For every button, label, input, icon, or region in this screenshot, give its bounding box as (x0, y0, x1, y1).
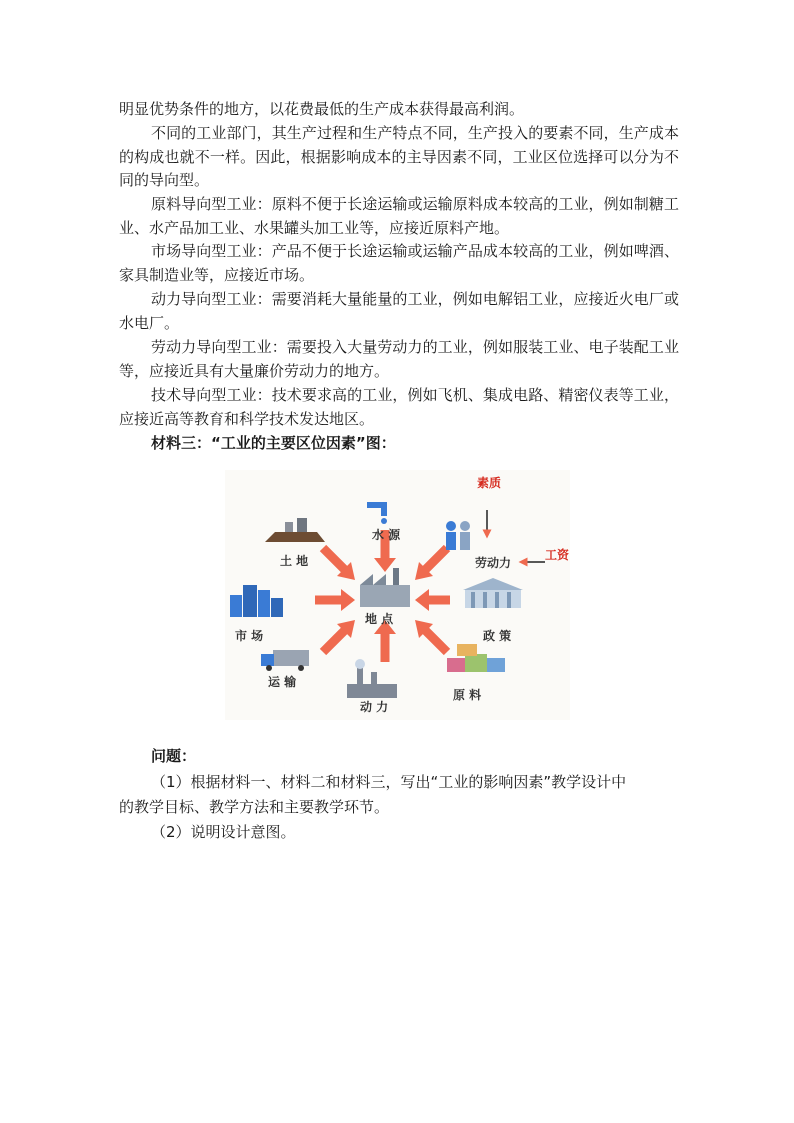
land-icon (265, 518, 325, 542)
paragraph-market-oriented: 市场导向型工业：产品不便于长途运输或运输产品成本较高的工业，例如啤酒、家具制造业等，应接近市场。 (119, 242, 679, 284)
paragraph-power-oriented: 动力导向型工业：需要消耗大量能量的工业，例如电解铝工业，应接近火电厂或水电厂。 (119, 290, 679, 332)
paragraph-raw-material-oriented: 原料导向型工业：原料不便于长途运输或运输原料成本较高的工业，例如制糖工业、水产品加工业、水果罐头加工业等，应接近原料产地。 (119, 195, 679, 237)
label-center: 地 点 (365, 612, 394, 626)
label-transport: 运 输 (268, 675, 297, 689)
arrow-transport (323, 620, 355, 652)
label-water: 水 源 (372, 528, 401, 542)
arrow-policy (415, 589, 450, 611)
label-wage: 工资 (545, 548, 570, 562)
industry-location-factors-figure (225, 470, 570, 720)
market-buildings-icon (230, 585, 283, 617)
workers-icon (446, 521, 470, 550)
government-building-icon (463, 578, 523, 608)
paragraph-technology-oriented: 技术导向型工业：技术要求高的工业，例如飞机、集成电路、精密仪表等工业，应接近高等教育和科学技术发达地区。 (119, 386, 679, 428)
label-raw: 原 料 (453, 688, 482, 702)
factory-icon (360, 568, 410, 607)
material-three-heading: 材料三：“工业的主要区位因素”图： (151, 434, 396, 452)
question-one-line2: 的教学目标、教学方法和主要教学环节。 (119, 798, 390, 816)
question-two: （2）说明设计意图。 (151, 823, 296, 841)
label-policy: 政 策 (483, 629, 512, 643)
truck-icon (261, 650, 309, 671)
paragraph-intro-tail: 明显优势条件的地方，以花费最低的生产成本获得最高利润。 (119, 100, 525, 118)
arrow-labor (415, 548, 447, 580)
arrow-raw (415, 620, 447, 652)
label-labor: 劳动力 (475, 556, 512, 570)
label-quality: 素质 (477, 476, 502, 490)
power-plant-icon (347, 659, 397, 698)
label-land: 土 地 (280, 554, 309, 568)
questions-heading: 问题： (151, 747, 197, 765)
paragraph-labor-oriented: 劳动力导向型工业：需要投入大量劳动力的工业，例如服装工业、电子装配工业等，应接近具有大量廉价劳动力的地方。 (119, 338, 679, 380)
arrow-market (315, 589, 355, 611)
arrow-land (323, 548, 355, 580)
question-one-line1: （1）根据材料一、材料二和材料三，写出“工业的影响因素”教学设计中 (151, 773, 627, 791)
water-tap-icon (367, 502, 387, 524)
label-power: 动 力 (360, 700, 389, 714)
label-market: 市 场 (235, 629, 264, 643)
raw-materials-icon (447, 644, 505, 672)
paragraph-orientation-types: 不同的工业部门，其生产过程和生产特点不同，生产投入的要素不同，生产成本的构成也就不一样。因此，根据影响成本的主导因素不同，工业区位选择可以分为不同的导向型。 (119, 124, 679, 189)
